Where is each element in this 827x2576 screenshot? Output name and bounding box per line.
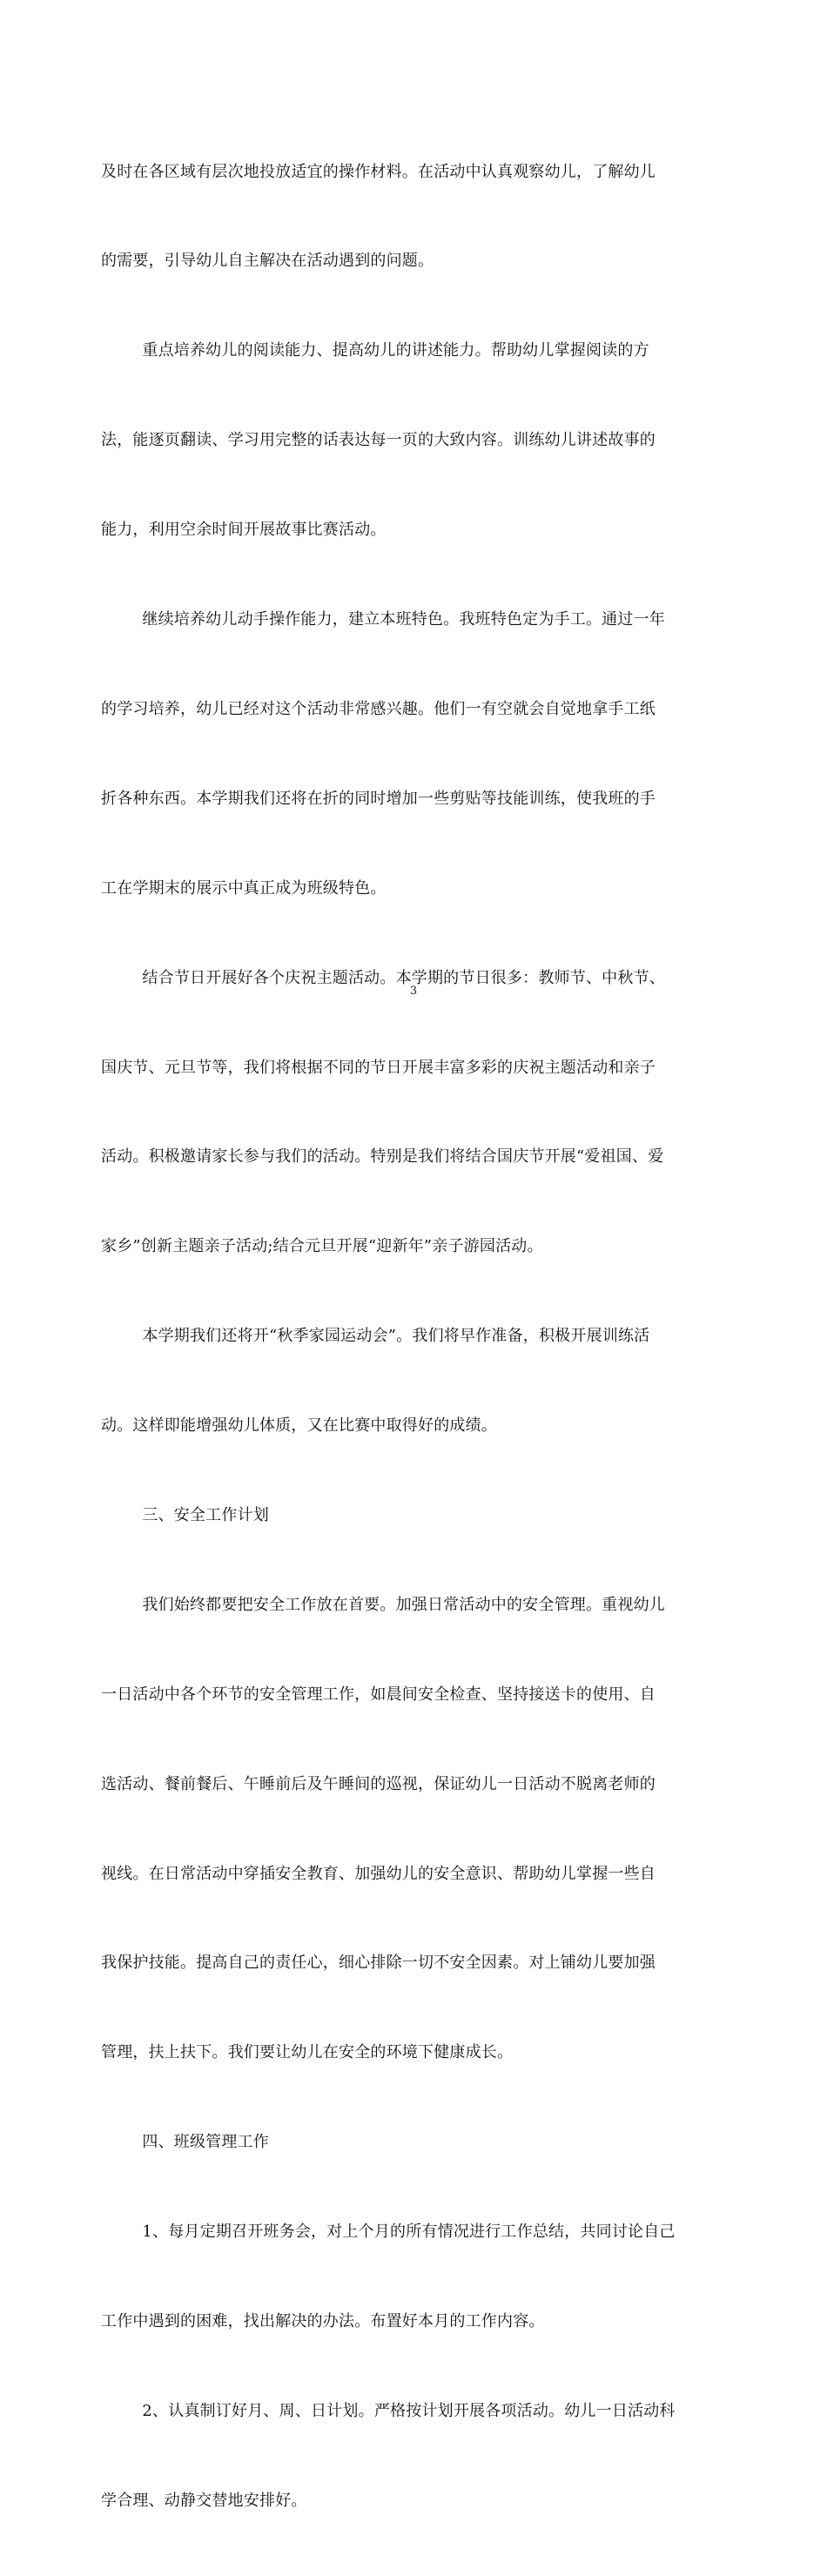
text-line: 动。这样即能增强幼儿体质，又在比赛中取得好的成绩。 <box>101 1416 497 1436</box>
text-line: 2、认真制订好月、周、日计划。严格按计划开展各项活动。幼儿一日活动科 <box>101 2401 676 2420</box>
section-heading: 三、安全工作计划 <box>101 1505 269 1524</box>
text-line: 我们始终都要把安全工作放在首要。加强日常活动中的安全管理。重视幼儿 <box>101 1595 665 1614</box>
page-number: 3 <box>409 985 418 998</box>
text-line: 国庆节、元旦节等，我们将根据不同的节日开展丰富多彩的庆祝主题活动和亲子 <box>101 1058 656 1077</box>
text-line: 活动。积极邀请家长参与我们的活动。特别是我们将结合国庆节开展“爱祖国、爱 <box>101 1147 664 1167</box>
text-line: 及时在各区域有层次地投放适宜的操作材料。在活动中认真观察幼儿，了解幼儿 <box>101 162 656 181</box>
document-body <box>101 98 709 2576</box>
text-line: 一日活动中各个环节的安全管理工作，如晨间安全检查、坚持接送卡的使用、自 <box>101 1685 656 1704</box>
text-line: 的需要，引导幼儿自主解决在活动遇到的问题。 <box>101 252 434 271</box>
body-text <box>101 98 709 2576</box>
text-line: 学合理、动静交替地安排好。 <box>101 2491 307 2510</box>
text-line: 视线。在日常活动中穿插安全教育、加强幼儿的安全意识、帮助幼儿掌握一些自 <box>101 1864 656 1883</box>
text-line: 重点培养幼儿的阅读能力、提高幼儿的讲述能力。帮助幼儿掌握阅读的方 <box>101 341 649 360</box>
text-line: 法，能逐页翻读、学习用完整的话表达每一页的大致内容。训练幼儿讲述故事的 <box>101 431 656 450</box>
text-line: 工在学期末的展示中真正成为班级特色。 <box>101 878 387 898</box>
text-line: 折各种东西。本学期我们还将在折的同时增加一些剪贴等技能训练，使我班的手 <box>101 789 656 808</box>
text-line: 选活动、餐前餐后、午睡前后及午睡间的巡视，保证幼儿一日活动不脱离老师的 <box>101 1774 656 1793</box>
section-heading: 四、班级管理工作 <box>101 2133 269 2152</box>
text-line: 1、每月定期召开班务会，对上个月的所有情况进行工作总结，共同讨论自己 <box>101 2223 676 2242</box>
text-line: 本学期我们还将开“秋季家园运动会”。我们将早作准备，积极开展训练活 <box>101 1327 650 1346</box>
text-line: 的学习培养，幼儿已经对这个活动非常感兴趣。他们一有空就会自觉地拿手工纸 <box>101 699 656 718</box>
text-line: 继续培养幼儿动手操作能力，建立本班特色。我班特色定为手工。通过一年 <box>101 610 665 629</box>
text-line: 结合节日开展好各个庆祝主题活动。本学期的节日很多：教师节、中秋节、 <box>101 968 665 987</box>
text-line: 家乡”创新主题亲子活动;结合元旦开展“迎新年”亲子游园活动。 <box>101 1237 543 1256</box>
text-line: 能力，利用空余时间开展故事比赛活动。 <box>101 521 387 540</box>
text-line: 我保护技能。提高自己的责任心，细心排除一切不安全因素。对上铺幼儿要加强 <box>101 1954 656 1973</box>
text-line: 管理，扶上扶下。我们要让幼儿在安全的环境下健康成长。 <box>101 2043 514 2062</box>
text-line: 工作中遇到的困难，找出解决的办法。布置好本月的工作内容。 <box>101 2311 545 2331</box>
